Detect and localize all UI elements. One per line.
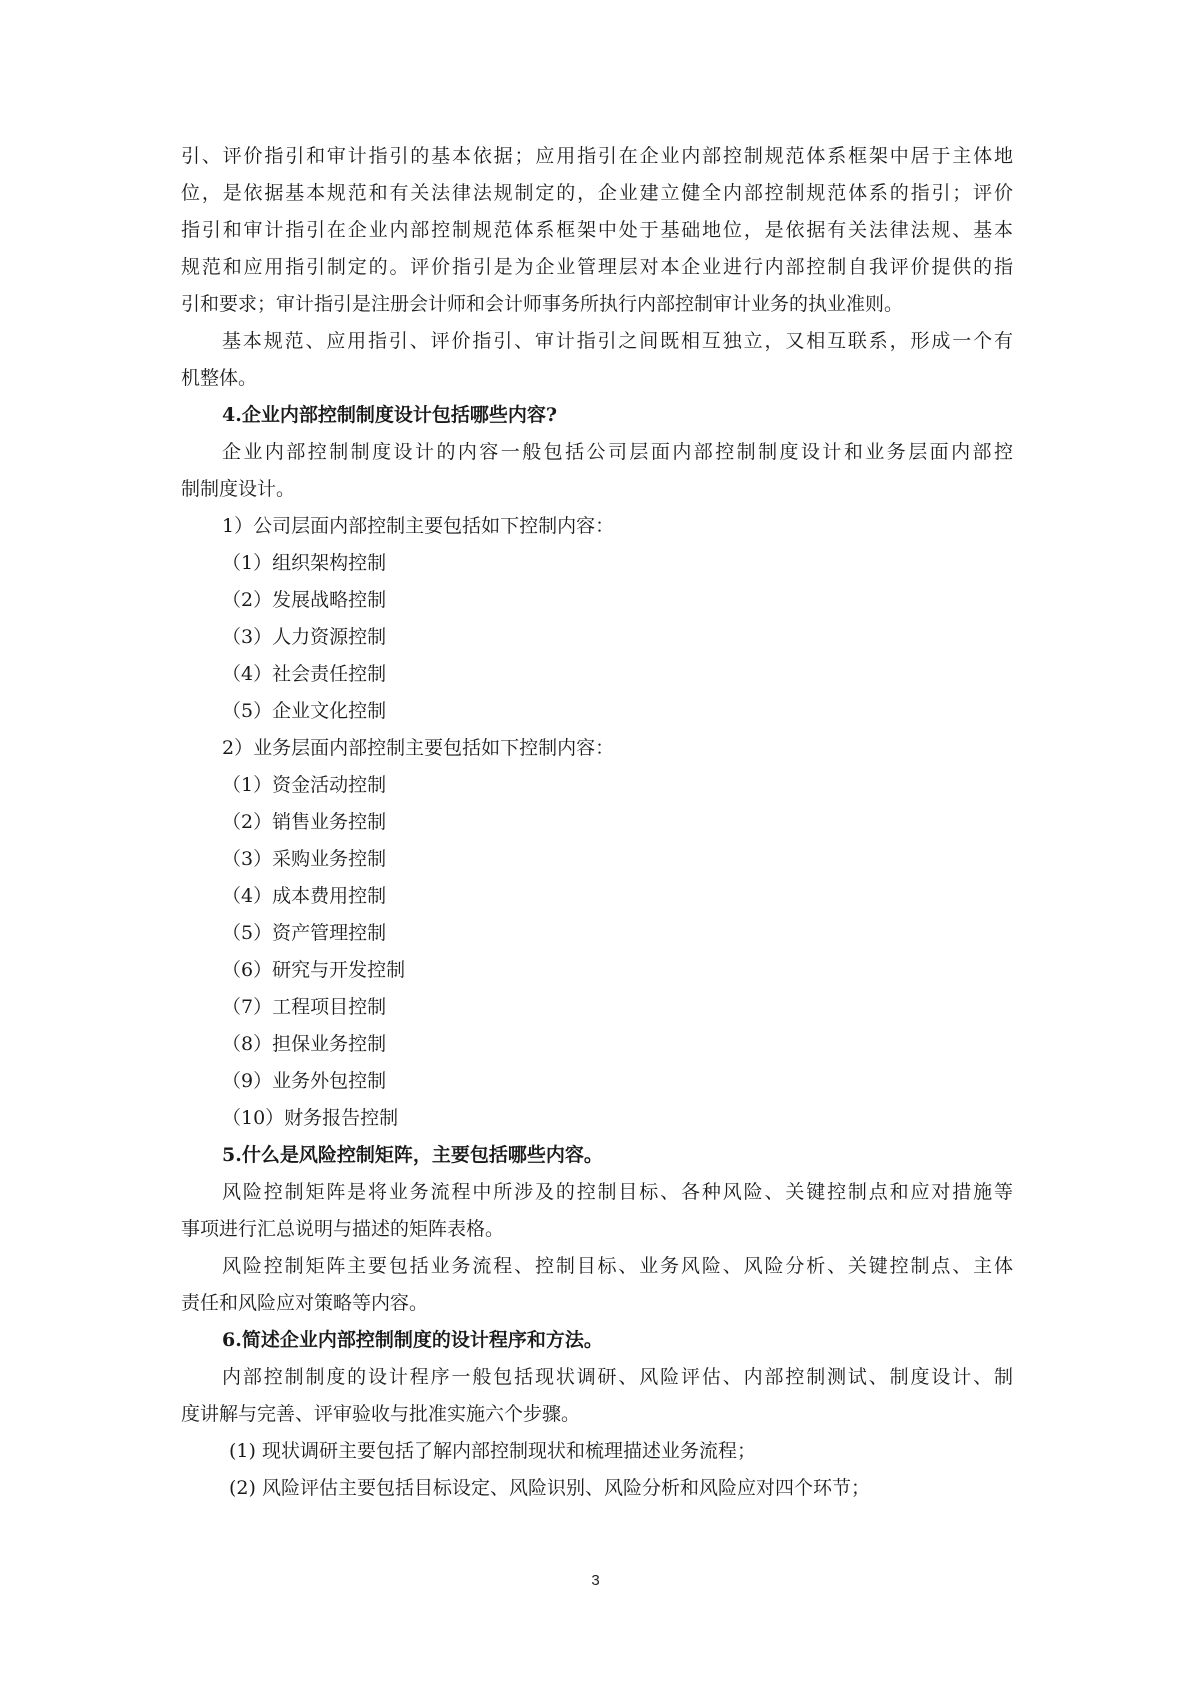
list-item: (2) 风险评估主要包括目标设定、风险识别、风险分析和风险应对四个环节；	[229, 1477, 870, 1499]
list-item: （2）销售业务控制	[222, 811, 387, 833]
list-item: （5）资产管理控制	[222, 922, 387, 944]
list-item: （1）资金活动控制	[222, 774, 387, 796]
list-item: (1) 现状调研主要包括了解内部控制现状和梳理描述业务流程；	[229, 1440, 756, 1462]
list-item: （3）采购业务控制	[222, 848, 387, 870]
text-line: 风险控制矩阵主要包括业务流程、控制目标、业务风险、风险分析、关键控制点、主体	[222, 1255, 1013, 1277]
list-item: （8）担保业务控制	[222, 1033, 387, 1055]
text-line: 指引和审计指引在企业内部控制规范体系框架中处于基础地位，是依据有关法律法规、基本	[181, 219, 1013, 241]
text-line: 制制度设计。	[181, 478, 296, 500]
text-line: 基本规范、应用指引、评价指引、审计指引之间既相互独立，又相互联系，形成一个有	[222, 330, 1013, 352]
text-line: 企业内部控制制度设计的内容一般包括公司层面内部控制制度设计和业务层面内部控	[222, 441, 1013, 463]
text-line: 内部控制制度的设计程序一般包括现状调研、风险评估、内部控制测试、制度设计、制	[222, 1366, 1013, 1388]
list-title: 1）公司层面内部控制主要包括如下控制内容：	[222, 515, 615, 537]
list-item: （9）业务外包控制	[222, 1070, 387, 1092]
list-item: （6）研究与开发控制	[222, 959, 406, 981]
page-number: 3	[591, 1572, 600, 1589]
section-4	[181, 397, 1013, 1137]
list-title: 2）业务层面内部控制主要包括如下控制内容：	[222, 737, 615, 759]
list-item: （2）发展战略控制	[222, 589, 387, 611]
list-item: （1）组织架构控制	[222, 552, 387, 574]
list-item: （3）人力资源控制	[222, 626, 387, 648]
text-line: 事项进行汇总说明与描述的矩阵表格。	[181, 1218, 505, 1240]
text-line: 规范和应用指引制定的。评价指引是为企业管理层对本企业进行内部控制自我评价提供的指	[181, 256, 1013, 278]
list-item: （4）成本费用控制	[222, 885, 387, 907]
list-item: （7）工程项目控制	[222, 996, 387, 1018]
section-5	[181, 1137, 1013, 1322]
paragraph-intro	[181, 138, 1013, 323]
text-line: 机整体。	[181, 367, 258, 389]
section-heading: 6.简述企业内部控制制度的设计程序和方法。	[222, 1329, 603, 1351]
list-item: （5）企业文化控制	[222, 700, 387, 722]
text-line: 风险控制矩阵是将业务流程中所涉及的控制目标、各种风险、关键控制点和应对措施等	[222, 1181, 1013, 1203]
text-line: 引、评价指引和审计指引的基本依据；应用指引在企业内部控制规范体系框架中居于主体地	[181, 145, 1013, 167]
text-line: 引和要求；审计指引是注册会计师和会计师事务所执行内部控制审计业务的执业准则。	[181, 293, 904, 315]
text-line: 位，是依据基本规范和有关法律法规制定的，企业建立健全内部控制规范体系的指引；评价	[181, 182, 1013, 204]
section-heading: 5.什么是风险控制矩阵，主要包括哪些内容。	[222, 1144, 603, 1166]
list-item: （4）社会责任控制	[222, 663, 387, 685]
text-line: 责任和风险应对策略等内容。	[181, 1292, 429, 1314]
paragraph-relation	[181, 323, 1013, 397]
text-line: 度讲解与完善、评审验收与批准实施六个步骤。	[181, 1403, 581, 1425]
section-6	[181, 1322, 1013, 1507]
section-heading: 4.企业内部控制制度设计包括哪些内容?	[222, 404, 557, 426]
list-item: （10）财务报告控制	[222, 1107, 399, 1129]
page-content	[181, 138, 1013, 1507]
